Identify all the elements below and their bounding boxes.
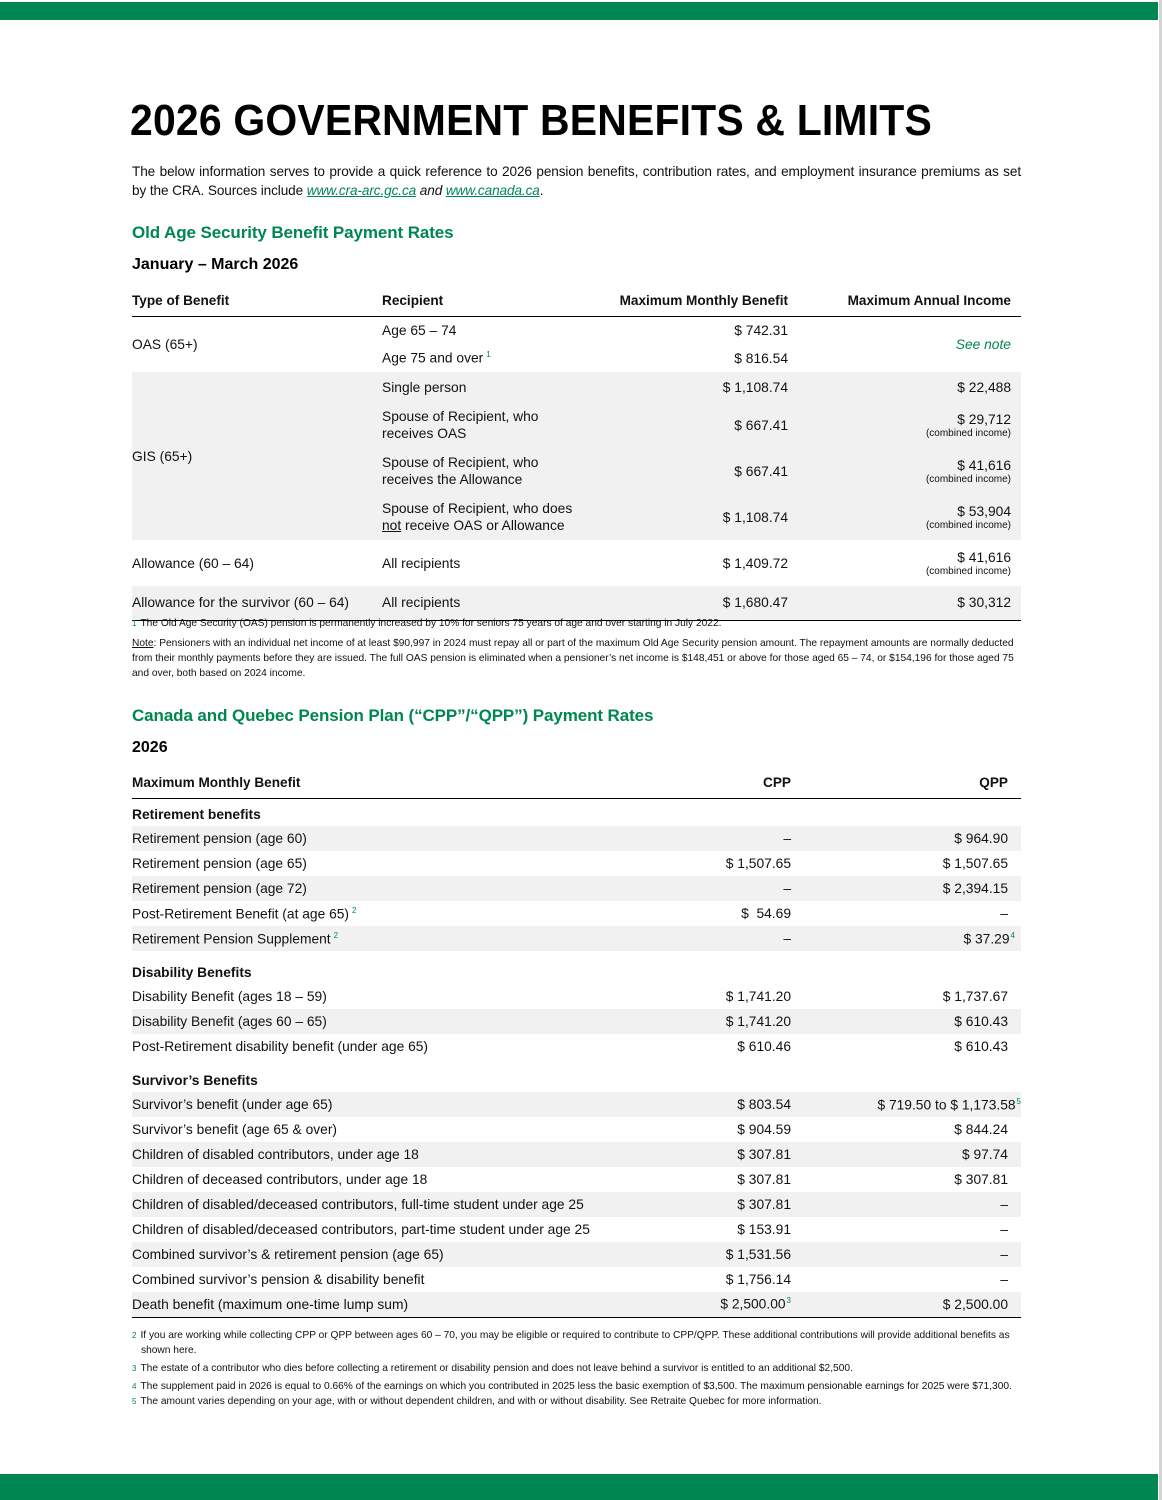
table-row: [132, 901, 1021, 926]
table-row: [132, 1092, 1021, 1117]
footnote-ref: 2: [352, 905, 357, 915]
qpp-value: $ 307.81: [954, 1172, 1008, 1187]
row-label: Children of deceased contributors, under age 18: [132, 1172, 428, 1187]
label-text: Retirement Pension Supplement: [132, 931, 331, 947]
row-label: Retirement pension (age 72): [132, 876, 644, 901]
cpp-value: $ 307.81: [737, 1172, 791, 1187]
intro-text: The below information serves to provide a quick reference to 2026 pension benefits, contribution rates, and employment insurance premiums as set by the CRA. Sources include: [132, 164, 1021, 198]
recipient-prefix: Spouse of Recipient, who does: [382, 501, 573, 516]
row-label: Retirement pension (age 65): [132, 856, 307, 871]
footnote-text: The amount varies depending on your age, with or without dependent children, and with or without disability. See Retraite Quebec for more information.: [140, 1396, 822, 1407]
table-row: [132, 372, 1021, 402]
footnote-3: [132, 1361, 1021, 1376]
combined-income-note: (combined income): [925, 519, 1011, 531]
monthly-benefit: $ 667.41: [592, 448, 788, 494]
annual-income: $ 30,312: [788, 586, 1021, 620]
group-label: Retirement benefits: [132, 807, 261, 822]
qpp-value: $ 844.24: [954, 1122, 1008, 1137]
qpp-value: $ 964.90: [791, 826, 1021, 851]
cpp-value: –: [644, 926, 791, 951]
value-text: $ 719.50 to $ 1,173.58: [877, 1097, 1016, 1113]
qpp-value: $ 610.43: [954, 1039, 1008, 1054]
footnote-number: 4: [132, 1382, 137, 1391]
table-row: [132, 1167, 1021, 1192]
table-row: [132, 1267, 1021, 1292]
table-row: [132, 586, 1021, 620]
footnote-text: The estate of a contributor who dies before collecting a retirement or disability pension and does not leave behind a survivor is entitled to an additional $2,500.: [140, 1363, 853, 1374]
table-row: [132, 1142, 1021, 1167]
footnote-4: [132, 1379, 1021, 1394]
combined-income-note: (combined income): [925, 427, 1011, 439]
see-note-link: See note: [955, 336, 1011, 352]
row-label: [132, 901, 644, 926]
link-cra[interactable]: www.cra-arc.gc.ca: [306, 183, 417, 198]
row-label: Post-Retirement disability benefit (under age 65): [132, 1039, 429, 1054]
oas-footnote-1: [132, 616, 1021, 631]
footnote-5: [132, 1394, 1021, 1409]
table-row: [132, 984, 1021, 1009]
table-row: [132, 1009, 1021, 1034]
cpp-value: $ 153.91: [737, 1222, 791, 1237]
annual-value: $ 41,616: [957, 549, 1011, 565]
table-row: [132, 1117, 1021, 1142]
annual-value: $ 53,904: [957, 503, 1011, 519]
footnote-number: 2: [132, 1331, 137, 1340]
qpp-value: –: [791, 1192, 1021, 1217]
qpp-value: $ 1,737.67: [942, 989, 1008, 1004]
footnote-text: If you are working while collecting CPP or QPP between ages 60 – 70, you may be eligible or required to contribute to CPP/QPP. These additional contributions will provide additional benefits as shown here.: [140, 1330, 1010, 1356]
cpp-value: –: [644, 876, 791, 901]
qpp-value: [791, 1092, 1021, 1117]
qpp-value: –: [1000, 906, 1008, 921]
recipient-text: Age 75 and over: [382, 350, 484, 366]
recipient: Spouse of Recipient, who receives the Allowance: [382, 448, 592, 494]
row-label: Disability Benefit (ages 60 – 65): [132, 1009, 644, 1034]
label-text: Post-Retirement Benefit (at age 65): [132, 906, 350, 922]
table-row: [132, 316, 1021, 344]
intro-connector: and: [416, 183, 446, 198]
row-label: Survivor’s benefit (under age 65): [132, 1092, 644, 1117]
row-label: Combined survivor’s pension & disability benefit: [132, 1272, 425, 1287]
cpp-value: $ 1,741.20: [644, 1009, 791, 1034]
bottom-green-band: [0, 1474, 1158, 1500]
row-label: Children of disabled contributors, under age 18: [132, 1142, 644, 1167]
annual-income: [788, 448, 1021, 494]
benefit-type: GIS (65+): [132, 372, 382, 540]
cpp-footnotes: [132, 1328, 1021, 1409]
qpp-value: –: [1000, 1222, 1008, 1237]
footnote-ref: 1: [486, 350, 491, 360]
cpp-value: $ 610.46: [737, 1039, 791, 1054]
combined-income-note: (combined income): [925, 565, 1011, 577]
footnote-ref: 5: [1016, 1096, 1021, 1106]
footnote-text: The Old Age Security (OAS) pension is permanently increased by 10% for seniors 75 years of age and over starting in July 2022.: [140, 618, 722, 629]
col-max-monthly-benefit: Maximum Monthly Benefit: [132, 768, 644, 798]
benefit-type: OAS (65+): [132, 336, 198, 352]
combined-income-note: (combined income): [925, 473, 1011, 485]
value-text: $ 37.29: [963, 931, 1010, 947]
cpp-value: $ 307.81: [644, 1192, 791, 1217]
monthly-benefit: $ 1,409.72: [722, 555, 788, 571]
group-label: Survivor’s Benefits: [132, 1073, 258, 1088]
table-row: [132, 1192, 1021, 1217]
cpp-header-row: [132, 768, 1021, 798]
cpp-qpp-table: [132, 768, 1021, 1318]
recipient: Single person: [382, 372, 592, 402]
table-row: [132, 876, 1021, 901]
group-header-survivor: [132, 1059, 1021, 1092]
oas-section-heading: Old Age Security Benefit Payment Rates: [132, 223, 454, 242]
monthly-benefit: $ 1,108.74: [592, 372, 788, 402]
cpp-section-heading: Canada and Quebec Pension Plan (“CPP”/“QPP”) Payment Rates: [132, 706, 654, 725]
footnote-ref: 3: [786, 1296, 791, 1306]
monthly-benefit: $ 816.54: [734, 350, 788, 366]
col-recipient: Recipient: [382, 286, 592, 316]
note-text: : Pensioners with an individual net income of at least $90,997 in 2024 must repay all or part of the maximum Old Age Security pension amount. The repayment amounts are normally deducted from their monthly payments before they are issued. The full OAS pension is eliminated when a pensioner’s net income is $148,451 or above for those aged 65 – 74, or $154,196 for those aged 75 and over, both based on 2024 income.: [132, 638, 1014, 679]
table-row: [132, 851, 1021, 876]
oas-header-row: [132, 286, 1021, 316]
benefit-type: Allowance for the survivor (60 – 64): [132, 586, 382, 620]
row-label: Survivor’s benefit (age 65 & over): [132, 1122, 338, 1137]
footnote-ref: 4: [1010, 930, 1015, 940]
annual-income: [788, 540, 1021, 586]
recipient: [382, 344, 592, 372]
col-type-of-benefit: Type of Benefit: [132, 286, 382, 316]
cpp-value: $ 1,507.65: [725, 856, 791, 871]
qpp-value: $ 97.74: [791, 1142, 1021, 1167]
annual-income: [788, 402, 1021, 448]
table-row: [132, 1242, 1021, 1267]
recipient: Spouse of Recipient, who receives OAS: [382, 402, 592, 448]
qpp-value: $ 2,500.00: [791, 1292, 1021, 1317]
recipient: Age 65 – 74: [382, 322, 457, 338]
cpp-value: $ 1,741.20: [725, 989, 791, 1004]
cpp-value: $ 803.54: [644, 1092, 791, 1117]
oas-period: January – March 2026: [132, 256, 299, 273]
recipient-suffix: receive OAS or Allowance: [401, 518, 565, 533]
benefit-type: Allowance (60 – 64): [132, 555, 254, 571]
monthly-benefit: $ 742.31: [734, 322, 788, 338]
recipient: [382, 494, 592, 540]
qpp-value: $ 2,394.15: [791, 876, 1021, 901]
monthly-benefit: $ 1,680.47: [592, 586, 788, 620]
value-text: $ 2,500.00: [720, 1297, 786, 1313]
row-label: Children of disabled/deceased contributors, part-time student under age 25: [132, 1222, 590, 1237]
footnote-ref: 2: [333, 930, 339, 940]
row-label: Death benefit (maximum one-time lump sum): [132, 1292, 644, 1317]
note-label: Note: [132, 638, 154, 649]
qpp-value: $ 610.43: [791, 1009, 1021, 1034]
cpp-value: $ 904.59: [737, 1122, 791, 1137]
table-row: [132, 826, 1021, 851]
cpp-value: [644, 1292, 791, 1317]
footnote-text: The supplement paid in 2026 is equal to 0.66% of the earnings on which you contributed in 2025 less the basic exemption of $3,500. The maximum pensionable earnings for 2025 were $71,300.: [140, 1381, 1012, 1392]
annual-value: $ 29,712: [957, 411, 1011, 427]
table-row: [132, 1292, 1021, 1317]
annual-value: $ 41,616: [957, 457, 1011, 473]
col-max-monthly: Maximum Monthly Benefit: [592, 286, 788, 316]
footnote-number: 3: [132, 1364, 137, 1373]
row-label: Disability Benefit (ages 18 – 59): [132, 989, 327, 1004]
cpp-value: –: [644, 826, 791, 851]
intro-end: .: [539, 183, 544, 198]
qpp-value: $ 1,507.65: [942, 856, 1008, 871]
footnote-number: 1: [132, 619, 137, 628]
row-label: [132, 926, 644, 951]
recipient: All recipients: [382, 586, 592, 620]
page-title: 2026 GOVERNMENT BENEFITS & LIMITS: [130, 96, 932, 145]
col-qpp: QPP: [791, 768, 1021, 798]
intro-paragraph: [132, 162, 1021, 200]
monthly-benefit: $ 667.41: [592, 402, 788, 448]
qpp-value: –: [791, 1242, 1021, 1267]
col-cpp: CPP: [644, 768, 791, 798]
table-row: [132, 926, 1021, 951]
group-header-retirement: [132, 798, 1021, 826]
oas-note: [132, 636, 1021, 681]
cpp-period: 2026: [132, 739, 168, 756]
oas-table: [132, 286, 1021, 621]
cpp-value: $ 307.81: [644, 1142, 791, 1167]
top-green-band: [0, 2, 1158, 20]
table-row: [132, 1217, 1021, 1242]
qpp-value: –: [1000, 1272, 1008, 1287]
footnote-2: [132, 1328, 1021, 1358]
monthly-benefit: $ 1,108.74: [592, 494, 788, 540]
cpp-value: $ 54.69: [741, 906, 791, 921]
footnote-number: 5: [132, 1397, 137, 1406]
row-label: Combined survivor’s & retirement pension (age 65): [132, 1242, 644, 1267]
qpp-value: [791, 926, 1021, 951]
row-label: Retirement pension (age 60): [132, 826, 644, 851]
link-canada[interactable]: www.canada.ca: [445, 183, 540, 198]
row-label: Children of disabled/deceased contributors, full-time student under age 25: [132, 1192, 644, 1217]
annual-income: $ 22,488: [788, 372, 1021, 402]
group-label: Disability Benefits: [132, 965, 252, 980]
table-row: [132, 540, 1021, 586]
cpp-value: $ 1,531.56: [644, 1242, 791, 1267]
col-max-annual: Maximum Annual Income: [788, 286, 1021, 316]
cpp-value: $ 1,756.14: [725, 1272, 791, 1287]
table-row: [132, 1034, 1021, 1059]
group-header-disability: [132, 951, 1021, 984]
annual-income: [788, 494, 1021, 540]
recipient-underline: not: [382, 518, 402, 533]
recipient: All recipients: [382, 555, 461, 571]
